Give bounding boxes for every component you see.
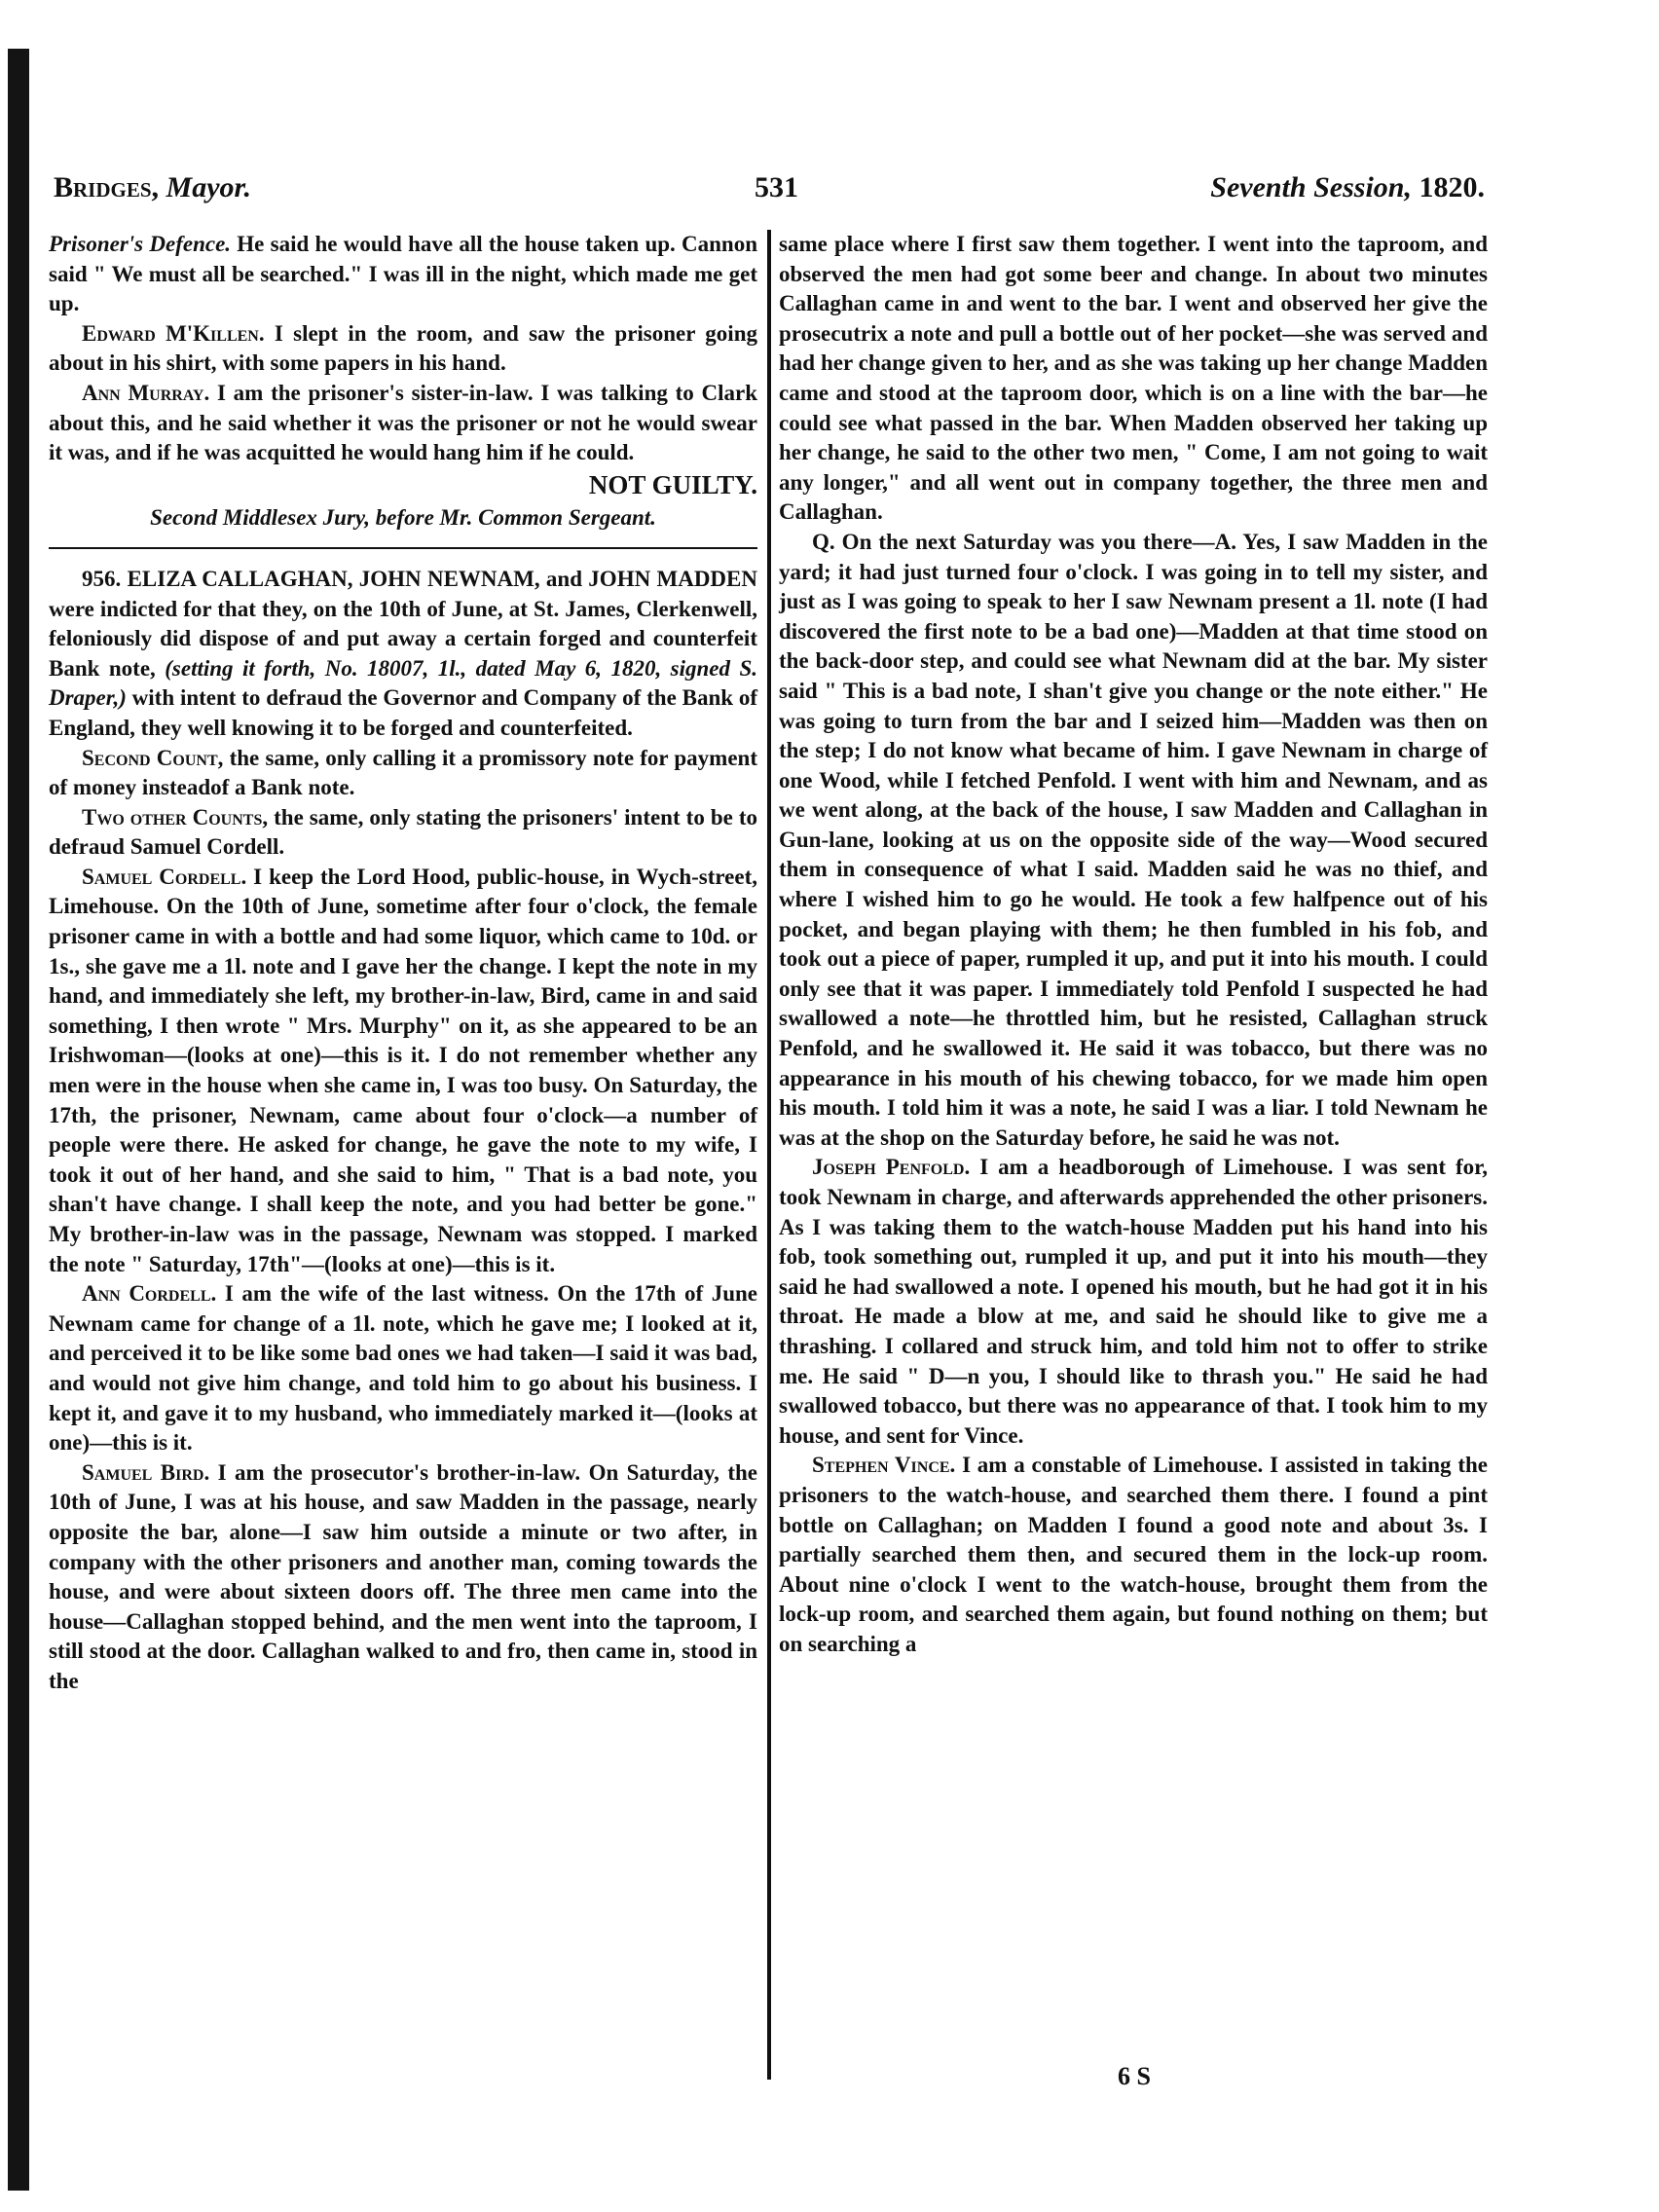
bird-paragraph [49, 1458, 757, 1697]
case-intro-rest: with intent to defraud the Governor and Company of the Bank of England, they well knowing it to be forged and counterfeited. [49, 685, 757, 740]
murray-paragraph [49, 379, 757, 468]
header-year: 1820. [1419, 171, 1485, 203]
bird-text: I am the prosecutor's brother-in-law. On Saturday, the 10th of June, I was at his house, and saw Madden in the passage, nearly opposite the bar, alone—I saw him outside a minute or two after, in company with the other prisoners and another man, coming towards the house, and were about sixteen doors off. The three men came into the house—Callaghan stopped behind, and the men went into the taproom, I still stood at the door. Callaghan walked to and fro, then came in, stood in the [49, 1459, 757, 1693]
section-divider [49, 547, 757, 549]
mkillen-speaker: Edward M'Killen. [82, 320, 265, 346]
murray-speaker: Ann Murray. [82, 380, 210, 405]
case-note-description: (setting it forth, No. 18007, 1l., dated May 6, 1820, signed S. Draper,) [49, 655, 757, 711]
murray-text: I am the prisoner's sister-in-law. I was talking to Clark about this, and he said whether it was the prisoner or not he would swear it was, and if he was acquitted he would hang him if he could. [49, 380, 757, 465]
ann-cordell-text: I am the wife of the last witness. On the 17th of June Newnam came for change of a 1l. note, which he gave me; I looked at it, and perceived it to be like some bad ones we had taken—I said it was bad, and would not give him change, and told him to go about his business. I kept it, and gave it to my husband, who immediately marked it—(looks at one)—this is it. [49, 1281, 757, 1456]
cordell-speaker: Samuel Cordell. [82, 864, 247, 889]
cordell-text: I keep the Lord Hood, public-house, in Wych-street, Limehouse. On the 10th of June, sometime after four o'clock, the female prisoner came in with a bottle and had some liquor, which came to 10d. or 1s., she gave me a 1l. note and I gave her the change. I kept the note in my hand, and immediately she left, my brother-in-law, Bird, came in and said something, I then wrote " Mrs. Murphy" on it, as she appeared to be an Irishwoman—(looks at one)—this is it. I do not remember whether any men were in the house when she came in, I was too busy. On Saturday, the 17th, the prisoner, Newnam, came about four o'clock—a number of people were there. He asked for change, he gave the note to my wife, I took it out of her hand, and she said to him, " That is a bad note, you shan't have change. I shall keep the note, and you had better be gone." My brother-in-law was in the passage, Newnam was stopped. I marked the note " Saturday, 17th"—(looks at one)—this is it. [49, 864, 758, 1276]
question-paragraph: Q. On the next Saturday was you there—A. Yes, I saw Madden in the yard; it had just turned four o'clock. I was going in to tell my sister, and just as I was going to speak to her I saw Newnam present a 1l. note (I had discovered the first note to be a bad one)—Madden at that time stood on the back-door step, and could see what Newnam did at the bar. My sister said " This is a bad note, I shan't give you change or the note either." He was going to turn from the bar and I seized him—Madden was then on the step; I do not know what became of him. I gave Newnam in charge of one Wood, while I fetched Penfold. I went with him and Newnam, and as we went along, at the back of the house, I saw Madden and Callaghan in Gun-lane, looking at us on the opposite side of the way—Wood secured them in consequence of what I said. Madden said he was no thief, and where I wished him to go he would. He took a few halfpence out of his pocket, and began playing with them; he then fumbled in his fob, and took out a piece of paper, rumpled it up, and put it into his mouth. I could only see that it was paper. I immediately told Penfold I suspected he had swallowed a note—he throttled him, but he resisted, Callaghan struck Penfold, and he swallowed it. He said it was tobacco, but there was no appearance in his mouth of his chewing tobacco, for we made him open his mouth. I told him it was a note, he said I was a liar. I told Newnam he was at the shop on the Saturday before, he said he was not. [779, 529, 1488, 1150]
column-divider [767, 230, 771, 2080]
two-counts-label: Two other Counts, [82, 804, 269, 830]
ann-cordell-speaker: Ann Cordell. [82, 1281, 217, 1307]
penfold-text: I am a headborough of Limehouse. I was sent for, took Newnam in charge, and afterwards apprehended the other prisoners. As I was taking them to the watch-house Madden put his hand into his fob, took something out, rumpled it up, and put it into his mouth—they said he had swallowed a note. I opened his mouth, but he had got it in his throat. He made a blow at me, and said he should like to give me a thrashing. I collared and struck him, and told him not to offer to strike me. He said " D—n you, I should like to thrash you." He said he had swallowed tobacco, but there was no appearance of that. I took him to my house, and sent for Vince. [779, 1155, 1488, 1448]
mkillen-paragraph [49, 319, 757, 379]
verdict: NOT GUILTY. [588, 469, 757, 499]
ann-cordell-paragraph [49, 1279, 757, 1458]
header-mayor-title: Mayor. [166, 171, 252, 203]
two-counts-text: the same, only stating the prisoners' intent to be to defraud Samuel Cordell. [49, 804, 758, 860]
second-count-text: the same, only calling it a promissory note for payment of money insteadof a Bank note. [49, 745, 757, 800]
defence-label: Prisoner's Defence. [49, 232, 232, 256]
vince-text: I am a constable of Limehouse. I assisted in taking the prisoners to the watch-house, and searched them there. I found a pint bottle on Callaghan; on Madden I found a good note and about 3s. I partially searched them then, and secured them in the lock-up room. About nine o'clock I went to the watch-house, brought them from the lock-up room, and searched them again, but found nothing on them; but on searching a [779, 1453, 1488, 1656]
bird-speaker: Samuel Bird. [82, 1459, 210, 1485]
defence-text: He said he would have all the house taken up. Cannon said " We must all be searched." I was ill in the night, which made me get up. [49, 232, 758, 316]
second-count-label: Second Count, [82, 745, 224, 770]
header-right [1210, 171, 1485, 204]
two-counts-paragraph [49, 803, 757, 863]
penfold-paragraph [779, 1153, 1488, 1451]
header-left [54, 171, 251, 204]
left-column [49, 230, 757, 1697]
printer-signature-mark: 6 S [1118, 2062, 1151, 2090]
header-mayor-name: Bridges, [54, 171, 160, 203]
case-intro: 956. ELIZA CALLAGHAN, JOHN NEWNAM, and JOHN MADDEN were indicted for that they, on the 10th of June, at St. James, Clerkenwell, feloniously did dispose of and put away a certain forged and counterfeit Bank note, [49, 566, 757, 681]
defence-paragraph [49, 230, 757, 319]
right-column [779, 230, 1488, 1660]
jury-line: Second Middlesex Jury, before Mr. Common Sergeant. [150, 505, 656, 531]
vince-paragraph [779, 1451, 1488, 1659]
penfold-speaker: Joseph Penfold. [812, 1155, 971, 1180]
second-count-paragraph [49, 744, 757, 803]
scan-edge-bar [8, 49, 29, 2191]
case-intro-paragraph [49, 565, 757, 744]
page-number: 531 [755, 171, 798, 203]
vince-speaker: Stephen Vince. [812, 1453, 956, 1478]
mkillen-text: I slept in the room, and saw the prisoner going about in his shirt, with some papers in his hand. [49, 320, 757, 376]
bird-continued-paragraph: same place where I first saw them together. I went into the taproom, and observed the men had got some beer and change. In about two minutes Callaghan came in and went to the bar. I went and observed her give the prosecutrix a note and pull a bottle out of her pocket—she was served and had her change given to her, and as she was taking up her change Madden came and stood at the taproom door, which is on a line with the bar—he could see what passed in the bar. When Madden observed her taking up her change, he said to the other two men, " Come, I am not going to wait any longer," and all went out in company together, the three men and Callaghan. [779, 232, 1488, 525]
cordell-paragraph [49, 863, 757, 1279]
header-session: Seventh Session, [1210, 171, 1412, 203]
page-header [54, 171, 1485, 210]
